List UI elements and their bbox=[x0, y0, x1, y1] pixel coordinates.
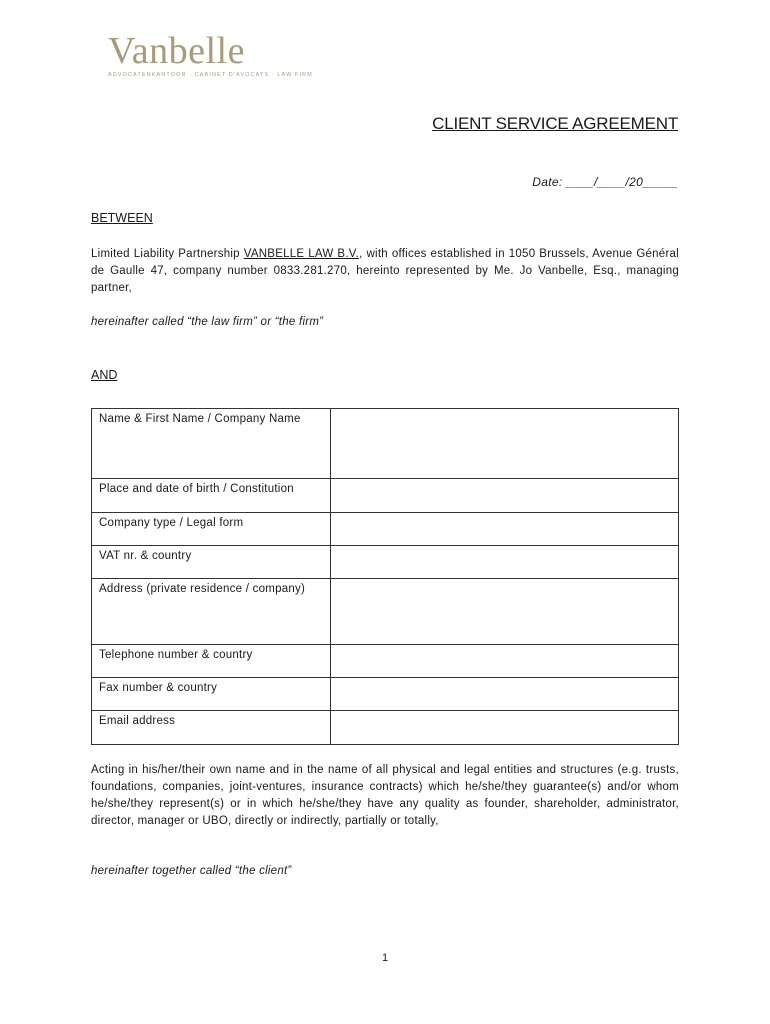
between-heading: BETWEEN bbox=[91, 211, 153, 225]
table-row bbox=[92, 711, 679, 745]
row-value-field[interactable] bbox=[331, 711, 679, 745]
client-details-table bbox=[91, 408, 679, 745]
row-value-field[interactable] bbox=[331, 579, 679, 645]
acting-paragraph: Acting in his/her/their own name and in the name of all physical and legal entities and structures (e.g. trusts, foundations, companies, joint-ventures, insurance contracts) which he/she/they guarantee(s) and/or whom he/she/they represent(s) or in which he/she/they have any quality as founder, shareholder, administrator, director, manager or UBO, directly or indirectly, partially or totally, bbox=[91, 764, 679, 827]
firm-paragraph-suffix: , with offices established in 1050 Brussels, Avenue Général de Gaulle 47, company number 0833.281.270, hereinto represented by Me. Jo Vanbelle, Esq., managing partner, bbox=[91, 248, 679, 294]
row-value-field[interactable] bbox=[331, 546, 679, 579]
firm-paragraph-prefix: Limited Liability Partnership bbox=[91, 248, 244, 260]
firm-logo bbox=[108, 32, 313, 78]
row-label: Email address bbox=[92, 711, 331, 745]
page-number: 1 bbox=[381, 952, 389, 964]
row-value-field[interactable] bbox=[331, 513, 679, 546]
logo-tagline: ADVOCATENKANTOOR · CABINET D'AVOCATS · LAW FIRM bbox=[108, 72, 313, 78]
row-value-field[interactable] bbox=[331, 678, 679, 711]
row-label: Fax number & country bbox=[92, 678, 331, 711]
row-label: Address (private residence / company) bbox=[92, 579, 331, 645]
table-row bbox=[92, 409, 679, 479]
row-label: Telephone number & country bbox=[92, 645, 331, 678]
and-heading: AND bbox=[91, 368, 118, 382]
client-called-text: hereinafter together called “the client” bbox=[91, 865, 292, 877]
table-row bbox=[92, 479, 679, 513]
row-label: Place and date of birth / Constitution bbox=[92, 479, 331, 513]
row-value-field[interactable] bbox=[331, 409, 679, 479]
firm-called-text: hereinafter called “the law firm” or “the firm” bbox=[91, 316, 324, 328]
table-row bbox=[92, 546, 679, 579]
row-label: Name & First Name / Company Name bbox=[92, 409, 331, 479]
table-row bbox=[92, 645, 679, 678]
table-row bbox=[92, 678, 679, 711]
row-value-field[interactable] bbox=[331, 479, 679, 513]
row-value-field[interactable] bbox=[331, 645, 679, 678]
row-label: VAT nr. & country bbox=[92, 546, 331, 579]
firm-name: VANBELLE LAW B.V. bbox=[243, 248, 360, 260]
document-title: CLIENT SERVICE AGREEMENT bbox=[432, 114, 678, 133]
firm-paragraph bbox=[91, 246, 679, 297]
date-field: Date: ____/____/20_____ bbox=[532, 175, 678, 189]
row-label: Company type / Legal form bbox=[92, 513, 331, 546]
table-row bbox=[92, 513, 679, 546]
table-row bbox=[92, 579, 679, 645]
logo-wordmark: Vanbelle bbox=[108, 30, 245, 72]
